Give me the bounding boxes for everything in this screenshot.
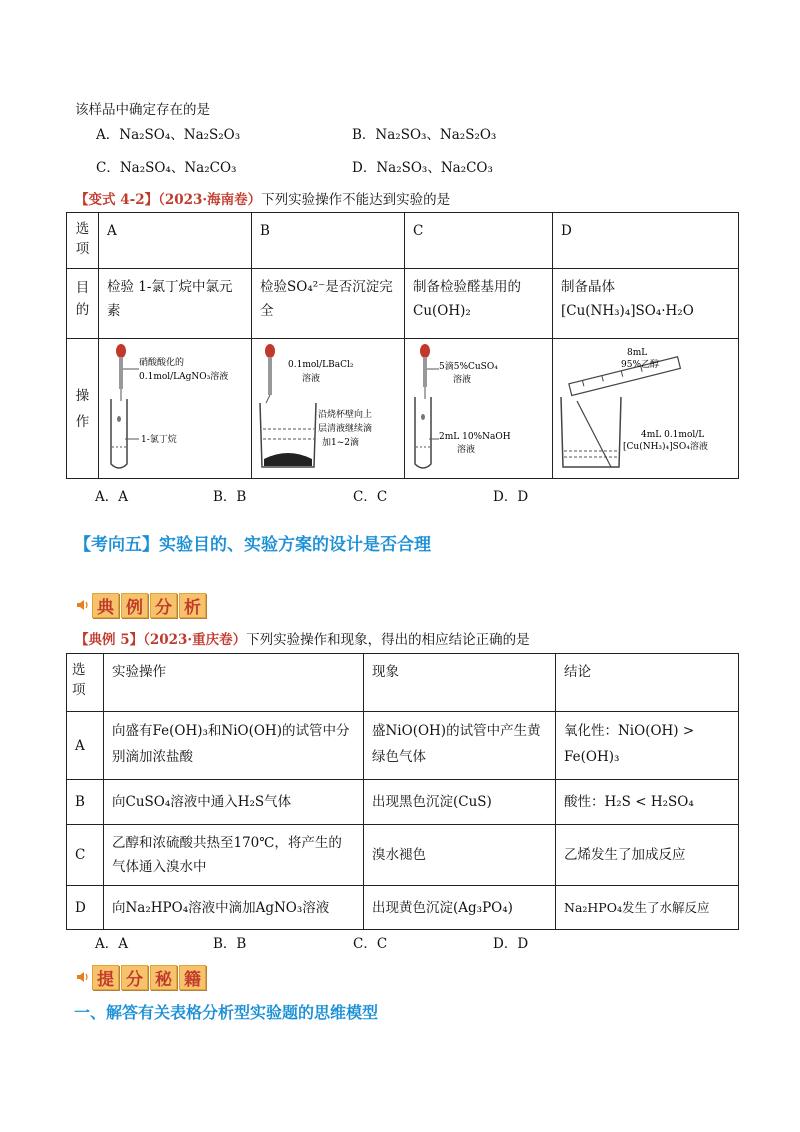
col-c: C	[405, 213, 553, 269]
svg-text:0.1mol/LBaCl₂: 0.1mol/LBaCl₂	[288, 360, 354, 370]
variant-source: （2023·海南卷）	[158, 192, 262, 208]
example-heading	[75, 628, 530, 648]
banner1-char-3: 分	[150, 593, 177, 618]
banner2-char-3: 秘	[150, 965, 177, 990]
svg-text:95%乙醇: 95%乙醇	[621, 360, 660, 370]
table-row	[67, 825, 739, 886]
option-row-2	[96, 156, 736, 176]
row-header-operation: 操作	[67, 339, 99, 479]
option-row-1	[96, 123, 736, 143]
variant-heading	[75, 188, 450, 208]
row-b-phenomenon: 出现黑色沉淀(CuS)	[364, 780, 556, 825]
svg-text:8mL: 8mL	[627, 348, 648, 358]
row-d-phenomenon: 出现黄色沉淀(Ag₃PO₄)	[364, 886, 556, 930]
col-a: A	[99, 213, 252, 269]
section-five-title: 【考向五】实验目的、实验方案的设计是否合理	[74, 535, 431, 555]
question-stem: 该样品中确定存在的是	[75, 102, 210, 118]
option-d[interactable]: D．Na₂SO₃、Na₂CO₃	[352, 160, 493, 176]
example-choice-c[interactable]: C．C	[353, 936, 388, 952]
example-table	[66, 653, 739, 930]
diagram-c	[405, 339, 552, 477]
row-d-operation: 向Na₂HPO₄溶液中滴加AgNO₃溶液	[104, 886, 364, 930]
variant-tag: 【变式 4-2】	[75, 192, 159, 208]
svg-text:溶液: 溶液	[302, 374, 321, 384]
svg-text:4mL 0.1mol/L: 4mL 0.1mol/L	[641, 430, 705, 440]
operation-c	[405, 339, 553, 479]
row-b-option: B	[67, 780, 104, 825]
row-c-option: C	[67, 825, 104, 886]
row-c-phenomenon: 溴水褪色	[364, 825, 556, 886]
choice-a[interactable]: A．A	[95, 489, 128, 505]
section-bottom-title: 一、解答有关表格分析型实验题的思维模型	[74, 1003, 379, 1022]
purpose-b: 检验SO₄²⁻是否沉淀完全	[252, 269, 405, 339]
choice-d[interactable]: D．D	[493, 489, 529, 505]
row-d-conclusion: Na₂HPO₄发生了水解反应	[556, 886, 739, 930]
example-choice-d[interactable]: D．D	[493, 936, 529, 952]
example-source: （2023·重庆卷）	[143, 632, 247, 648]
example-choices	[95, 932, 655, 950]
row-a-phenomenon: 盛NiO(OH)的试管中产生黄绿色气体	[364, 712, 556, 780]
banner-example-analysis	[76, 590, 208, 620]
variant-stem: 下列实验操作不能达到实验的是	[261, 192, 451, 208]
svg-text:5滴5%CuSO₄: 5滴5%CuSO₄	[439, 362, 498, 372]
table-row	[67, 886, 739, 930]
table-row	[67, 780, 739, 825]
operation-d	[553, 339, 739, 479]
row-a-conclusion: 氧化性：NiO(OH) > Fe(OH)₃	[556, 712, 739, 780]
svg-text:沿烧杯壁向上: 沿烧杯壁向上	[318, 410, 373, 420]
header-operation: 实验操作	[104, 654, 364, 712]
row-header-purpose: 目的	[67, 269, 99, 339]
purpose-c: 制备检验醛基用的Cu(OH)₂	[405, 269, 553, 339]
row-a-option: A	[67, 712, 104, 780]
variant-table	[66, 212, 739, 479]
example-choice-b[interactable]: B．B	[213, 936, 247, 952]
option-c[interactable]: C．Na₂SO₄、Na₂CO₃	[96, 160, 237, 176]
banner-score-tips	[76, 962, 208, 992]
row-c-operation: 乙醇和浓硫酸共热至170℃，将产生的气体通入溴水中	[104, 825, 364, 886]
example-stem: 下列实验操作和现象，得出的相应结论正确的是	[246, 632, 530, 648]
banner1-char-4: 析	[179, 593, 206, 618]
choice-b[interactable]: B．B	[213, 489, 247, 505]
header-phenomenon: 现象	[364, 654, 556, 712]
header-option: 选项	[67, 654, 104, 712]
svg-text:溶液: 溶液	[457, 445, 476, 455]
svg-text:[Cu(NH₃)₄]SO₄溶液: [Cu(NH₃)₄]SO₄溶液	[623, 442, 708, 452]
col-d: D	[553, 213, 739, 269]
example-tag: 【典例 5】	[75, 632, 144, 648]
variant-choices	[95, 485, 655, 503]
operation-a	[99, 339, 252, 479]
operation-b	[252, 339, 405, 479]
svg-text:加1~2滴: 加1~2滴	[322, 438, 359, 448]
svg-text:2mL 10%NaOH: 2mL 10%NaOH	[439, 432, 511, 442]
col-b: B	[252, 213, 405, 269]
header-conclusion: 结论	[556, 654, 739, 712]
row-b-conclusion: 酸性：H₂S < H₂SO₄	[556, 780, 739, 825]
svg-text:硝酸酸化的: 硝酸酸化的	[139, 358, 185, 368]
row-b-operation: 向CuSO₄溶液中通入H₂S气体	[104, 780, 364, 825]
svg-text:溶液: 溶液	[453, 375, 472, 385]
option-a[interactable]: A．Na₂SO₄、Na₂S₂O₃	[96, 127, 241, 143]
option-b[interactable]: B．Na₂SO₃、Na₂S₂O₃	[352, 127, 497, 143]
purpose-a: 检验 1-氯丁烷中氯元素	[99, 269, 252, 339]
row-c-conclusion: 乙烯发生了加成反应	[556, 825, 739, 886]
row-header-option: 选项	[67, 213, 99, 269]
row-d-option: D	[67, 886, 104, 930]
diagram-b	[252, 339, 404, 477]
diagram-d	[553, 339, 738, 477]
speaker-icon	[76, 598, 90, 612]
speaker-icon	[76, 970, 90, 984]
table-row	[67, 712, 739, 780]
svg-text:层清液继续滴: 层清液继续滴	[318, 424, 373, 434]
purpose-d: 制备晶体[Cu(NH₃)₄]SO₄·H₂O	[553, 269, 739, 339]
svg-text:0.1mol/LAgNO₃溶液: 0.1mol/LAgNO₃溶液	[139, 372, 229, 382]
banner1-char-1: 典	[92, 593, 119, 618]
banner2-char-4: 籍	[179, 965, 206, 990]
banner2-char-2: 分	[121, 965, 148, 990]
diagram-a	[99, 339, 251, 477]
example-choice-a[interactable]: A．A	[95, 936, 128, 952]
svg-text:1-氯丁烷: 1-氯丁烷	[141, 435, 177, 445]
banner1-char-2: 例	[121, 593, 148, 618]
row-a-operation: 向盛有Fe(OH)₃和NiO(OH)的试管中分别滴加浓盐酸	[104, 712, 364, 780]
choice-c[interactable]: C．C	[353, 489, 388, 505]
banner2-char-1: 提	[92, 965, 119, 990]
